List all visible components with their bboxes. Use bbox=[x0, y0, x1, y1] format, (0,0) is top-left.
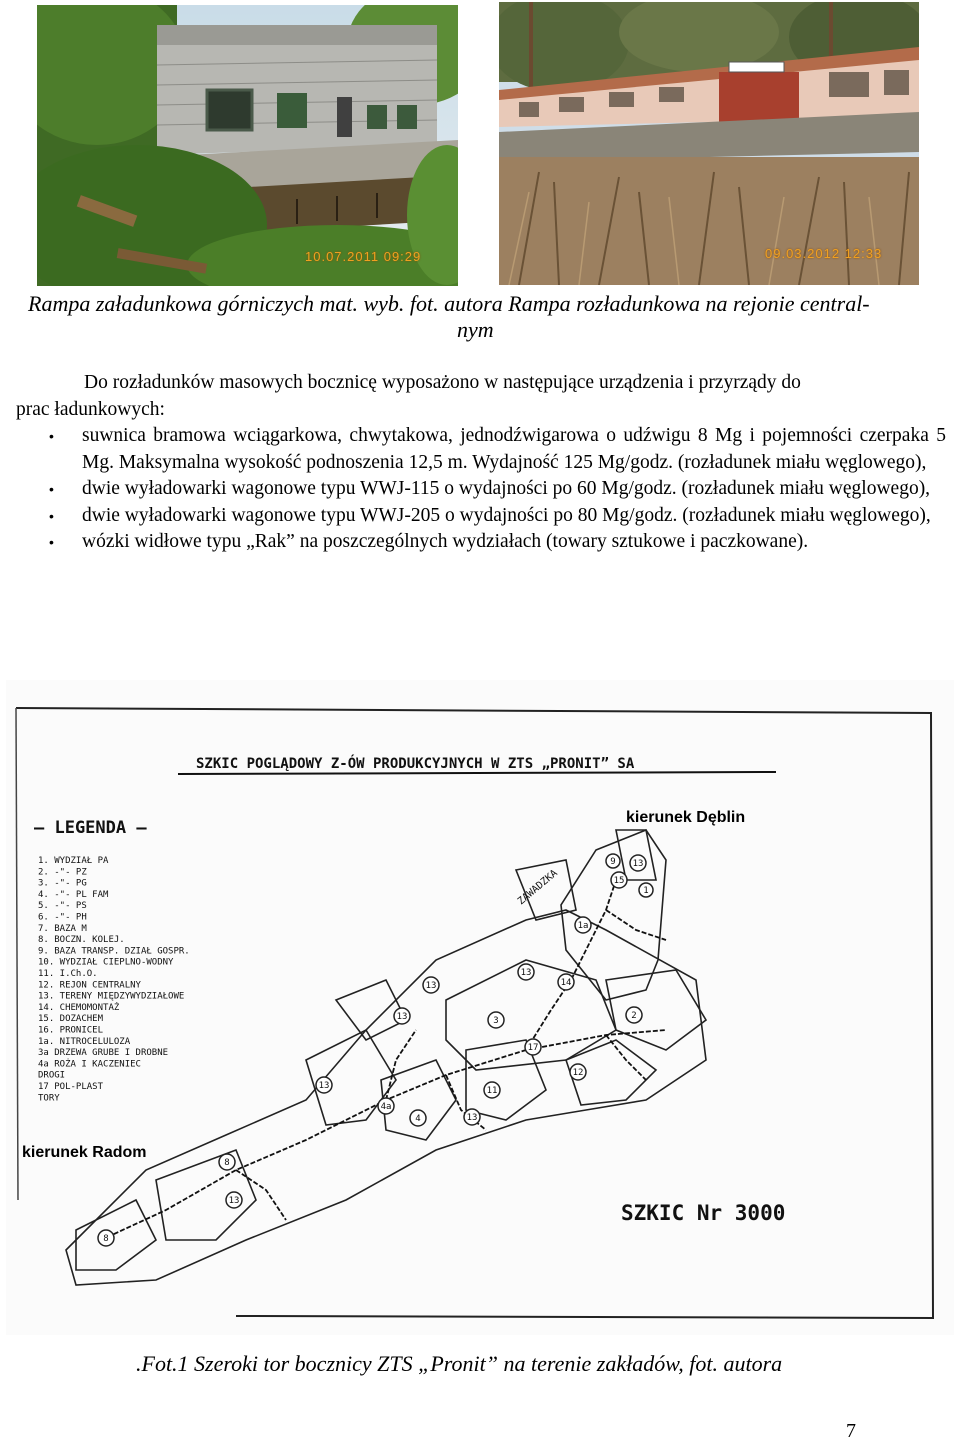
map-title: SZKIC POGLĄDOWY Z-ÓW PRODUKCYJNYCH W ZTS „PRONIT” SA bbox=[196, 756, 635, 772]
legend-item: 2. -"- PZ bbox=[38, 867, 87, 878]
legend-item: 8. BOCZN. KOLEJ. bbox=[38, 935, 125, 946]
photo-unloading-ramp bbox=[499, 2, 919, 285]
photo-caption-continued: nym bbox=[457, 317, 494, 342]
list-item bbox=[16, 423, 946, 476]
legend-item: 17 POL-PLAST bbox=[38, 1082, 104, 1092]
list-item bbox=[16, 529, 946, 556]
sketch-number: SZKIC Nr 3000 bbox=[621, 1201, 786, 1225]
equipment-list bbox=[16, 423, 946, 556]
list-item-text: wózki widłowe typu „Rak” na poszczególnych wydziałach (towary sztukowe i paczkowane). bbox=[82, 531, 809, 552]
svg-text:11: 11 bbox=[486, 1086, 498, 1096]
legend-list bbox=[38, 856, 190, 1103]
legend-item: 16. PRONICEL bbox=[38, 1025, 104, 1036]
direction-label-radom: kierunek Radom bbox=[22, 1144, 147, 1161]
legend-item: TORY bbox=[38, 1093, 60, 1104]
svg-text:1: 1 bbox=[643, 886, 649, 896]
legend-item: 15. DOZACHEM bbox=[38, 1014, 104, 1025]
svg-text:13: 13 bbox=[396, 1012, 408, 1022]
legend-title: — LEGENDA — bbox=[34, 818, 147, 838]
list-item-text: suwnica bramowa wciągarkowa, chwytakowa, jednodźwigarowa o udźwigu 8 Mg i pojemności czerpaka 5 Mg. Maksymalna wysokość podnoszenia 12,5 m. Wydajność 125 Mg/godz. (rozładunek miału węglowego), bbox=[82, 425, 946, 473]
list-item bbox=[16, 476, 946, 503]
bullet: • bbox=[49, 428, 54, 444]
legend-item: 7. BAZA M bbox=[38, 923, 87, 934]
svg-text:17: 17 bbox=[527, 1043, 539, 1053]
photo-caption: Rampa załadunkowa górniczych mat. wyb. fot. autora Rampa rozładunkowa na rejonie central- bbox=[28, 291, 870, 316]
photo-loading-ramp bbox=[37, 5, 458, 286]
direction-label-deblin: kierunek Dęblin bbox=[626, 809, 746, 826]
svg-text:9: 9 bbox=[610, 857, 616, 867]
legend-item: 11. I.Ch.O. bbox=[38, 969, 98, 979]
legend-item: 13. TERENY MIĘDZYWYDZIAŁOWE bbox=[38, 991, 185, 1002]
plant-map-scan bbox=[6, 680, 954, 1335]
legend-item: 10. WYDZIAŁ CIEPLNO-WODNY bbox=[38, 957, 174, 968]
legend-item: 14. CHEMOMONTAŻ bbox=[38, 1002, 120, 1013]
legend-item: 12. REJON CENTRALNY bbox=[38, 980, 141, 991]
svg-text:13: 13 bbox=[318, 1081, 330, 1091]
bullet: • bbox=[49, 534, 54, 550]
legend-item: 1. WYDZIAŁ PA bbox=[38, 856, 109, 866]
list-item-text: dwie wyładowarki wagonowe typu WWJ-115 o wydajności po 60 Mg/godz. (rozładunek miału węglowego), bbox=[82, 478, 931, 499]
photo-date-stamp: 10.07.2011 09:29 bbox=[305, 249, 422, 264]
svg-text:13: 13 bbox=[466, 1113, 478, 1123]
legend-item: 4. -"- PL FAM bbox=[38, 889, 109, 900]
svg-text:4a: 4a bbox=[380, 1102, 392, 1112]
intro-paragraph bbox=[16, 369, 946, 423]
bullet: • bbox=[49, 507, 54, 524]
intro-line: Do rozładunków masowych bocznicę wyposażono w następujące urządzenia i przyrządy do bbox=[84, 372, 801, 393]
legend-item: 9. BAZA TRANSP. DZIAŁ GOSPR. bbox=[38, 946, 190, 957]
svg-text:8: 8 bbox=[103, 1234, 109, 1244]
intro-line: prac ładunkowych: bbox=[16, 399, 165, 420]
legend-item: 4a ROŻA I KACZENIEC bbox=[38, 1059, 141, 1070]
legend-item: 5. -"- PS bbox=[38, 901, 87, 912]
svg-text:13: 13 bbox=[520, 968, 532, 978]
road-label: ZAWADZKA bbox=[515, 867, 560, 908]
svg-text:13: 13 bbox=[228, 1196, 240, 1206]
figure-caption: .Fot.1 Szeroki tor bocznicy ZTS „Pronit” na terenie zakładów, fot. autora bbox=[136, 1351, 783, 1376]
legend-item: DROGI bbox=[38, 1070, 66, 1081]
svg-text:15: 15 bbox=[613, 876, 625, 886]
list-item-text: dwie wyładowarki wagonowe typu WWJ-205 o wydajności po 80 Mg/godz. (rozładunek miału węglowego), bbox=[82, 504, 931, 526]
svg-text:14: 14 bbox=[560, 978, 572, 988]
svg-text:3: 3 bbox=[493, 1016, 499, 1026]
svg-text:1a: 1a bbox=[577, 921, 589, 931]
legend-item: 3. -"- PG bbox=[38, 878, 87, 889]
legend-item: 1a. NITROCELULOZA bbox=[38, 1036, 131, 1047]
page-number: 7 bbox=[846, 1420, 856, 1442]
legend-item: 3a DRZEWA GRUBE I DROBNE bbox=[38, 1048, 169, 1059]
list-item bbox=[16, 503, 946, 530]
photo-date-stamp: 09.03.2012 12:33 bbox=[765, 246, 883, 261]
svg-text:12: 12 bbox=[572, 1068, 584, 1078]
legend-item: 6. -"- PH bbox=[38, 912, 87, 923]
bullet: • bbox=[49, 481, 54, 497]
svg-text:2: 2 bbox=[631, 1011, 637, 1021]
svg-text:13: 13 bbox=[425, 981, 437, 991]
svg-text:13: 13 bbox=[632, 859, 644, 869]
svg-text:8: 8 bbox=[224, 1158, 230, 1168]
svg-text:4: 4 bbox=[415, 1114, 421, 1124]
